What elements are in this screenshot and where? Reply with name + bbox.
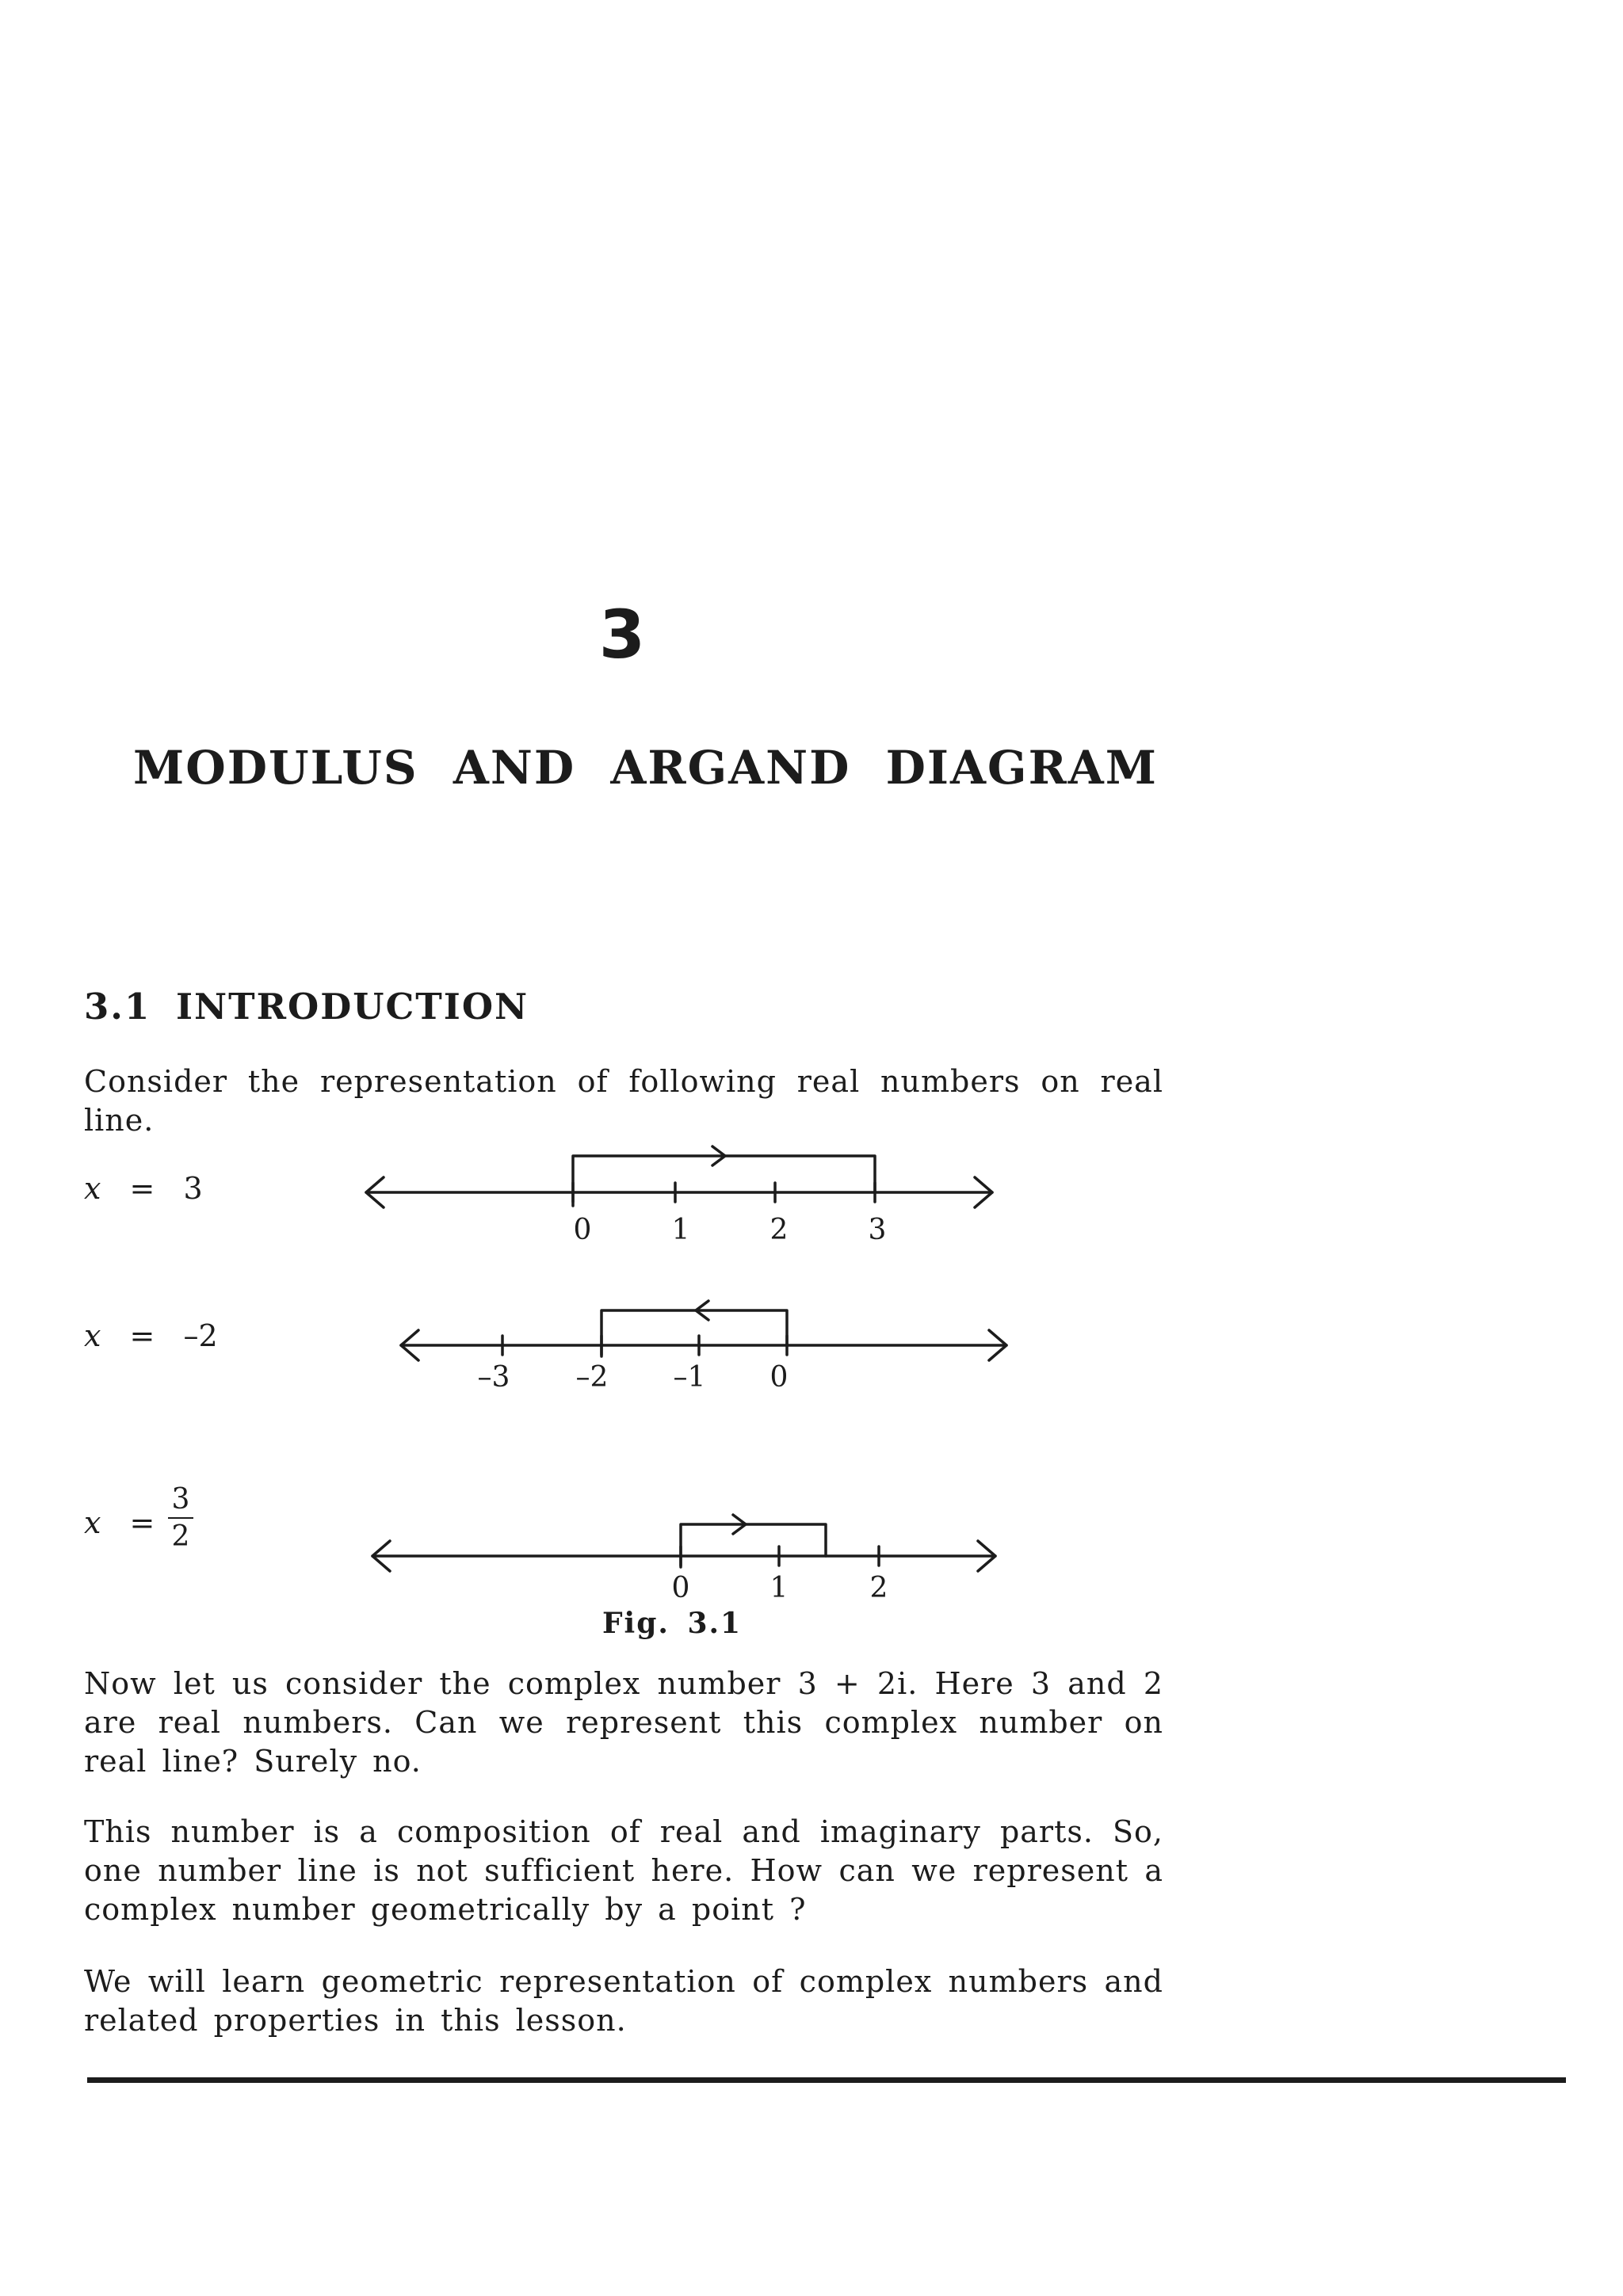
equation-value: 3: [183, 1171, 203, 1206]
equation-equals: =: [129, 1171, 155, 1206]
equation-value: –2: [183, 1318, 218, 1353]
tick-label: 3: [868, 1214, 887, 1246]
tick-label: 0: [573, 1214, 592, 1246]
tick-label: 0: [671, 1572, 690, 1604]
bottom-divider: [87, 2077, 1566, 2083]
equation-variable: x: [84, 1505, 101, 1540]
tick-label: 1: [769, 1572, 789, 1604]
section-heading: 3.1 INTRODUCTION: [84, 986, 529, 1028]
composition-paragraph: This number is a composition of real and imaginary parts. So, one number line is not sufficient here. How can we represent a complex number geometrically by a point ?: [84, 1814, 1163, 1927]
equation-variable: x: [84, 1318, 101, 1353]
fraction-denominator: 2: [171, 1520, 190, 1553]
tick-label: 2: [769, 1214, 789, 1246]
figure-caption: Fig. 3.1: [602, 1607, 743, 1640]
tick-label: 0: [769, 1361, 789, 1394]
complex-number-paragraph: Now let us consider the complex number 3 + 2i. Here 3 and 2 are real numbers. Can we represent this complex number on real line? Surely no.: [84, 1666, 1163, 1779]
tick-label: 1: [671, 1214, 690, 1246]
chapter-number: 3: [598, 596, 646, 673]
equation-variable: x: [84, 1171, 101, 1206]
fraction-numerator: 3: [171, 1483, 190, 1516]
displacement-bracket: [601, 1310, 787, 1356]
lesson-paragraph: We will learn geometric representation of complex numbers and related properties in this lesson.: [84, 1964, 1163, 2038]
tick-label: –1: [673, 1361, 706, 1394]
equation-equals: =: [129, 1505, 155, 1540]
displacement-bracket: [681, 1524, 826, 1567]
tick-label: –2: [575, 1361, 609, 1394]
displacement-bracket: [573, 1156, 875, 1206]
tick-label: 2: [869, 1572, 888, 1604]
tick-label: –3: [477, 1361, 510, 1394]
chapter-title: MODULUS AND ARGAND DIAGRAM: [133, 741, 1158, 795]
intro-paragraph: Consider the representation of following real numbers on real line.: [84, 1064, 1163, 1138]
equation-equals: =: [129, 1318, 155, 1353]
